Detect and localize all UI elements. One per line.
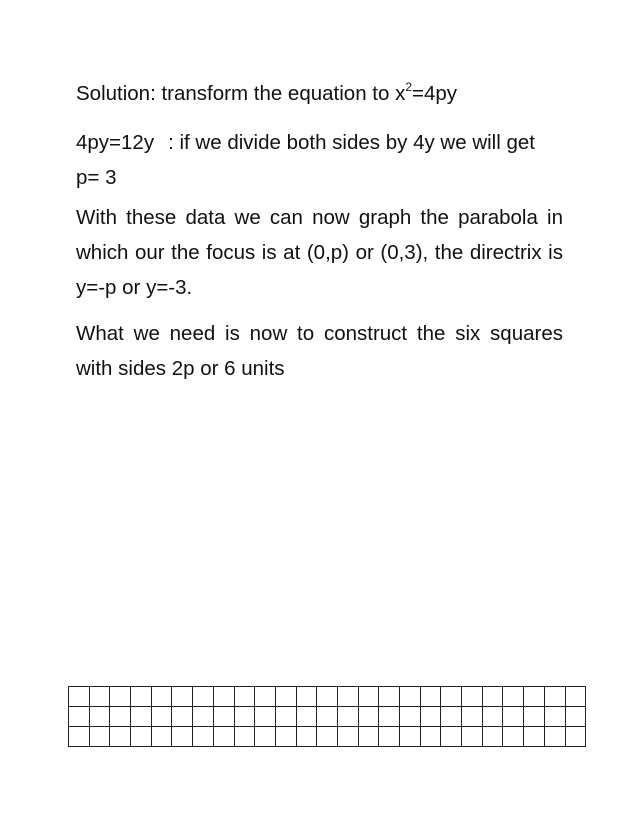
grid-cell (524, 687, 545, 707)
grid-cell (234, 687, 255, 707)
grid-cell (234, 707, 255, 727)
construct-paragraph: What we need is now to construct the six squares with sides 2p or 6 units (76, 322, 563, 380)
grid-cell (69, 707, 90, 727)
grid-cell (131, 687, 152, 707)
grid-cell (193, 707, 214, 727)
solution-line (76, 76, 563, 111)
grid-cell (400, 727, 421, 747)
grid-cell (482, 727, 503, 747)
grid-cell (544, 687, 565, 707)
grid-cell (544, 727, 565, 747)
grid-cell (89, 687, 110, 707)
grid-cell (565, 707, 586, 727)
solution-prefix: Solution: transform the equation to x (76, 82, 406, 105)
grid-cell (358, 687, 379, 707)
grid-cell (193, 727, 214, 747)
grid-cell (503, 707, 524, 727)
grid-cell (151, 687, 172, 707)
grid-cell (255, 687, 276, 707)
grid-cell (296, 707, 317, 727)
grid-cell (358, 707, 379, 727)
graph-paragraph: With these data we can now graph the parabola in which our the focus is at (0,p) or (0,3), the directrix is y=-p or y=-3. (76, 206, 563, 299)
grid-cell (131, 727, 152, 747)
grid-cell (420, 727, 441, 747)
grid-cell (358, 727, 379, 747)
grid-cell (524, 707, 545, 727)
grid-cell (275, 707, 296, 727)
grid-cell (234, 727, 255, 747)
grid-row (69, 727, 586, 747)
grid-cell (89, 707, 110, 727)
grid-cell (420, 687, 441, 707)
grid-cell (441, 707, 462, 727)
solution-exponent: 2 (405, 80, 413, 94)
square-grid (68, 686, 586, 747)
grid-cell (275, 687, 296, 707)
grid-cell (172, 707, 193, 727)
grid-cell (172, 727, 193, 747)
grid-cell (89, 727, 110, 747)
grid-cell (462, 687, 483, 707)
grid-cell (420, 707, 441, 727)
grid-cell (400, 707, 421, 727)
grid-cell (565, 727, 586, 747)
grid-cell (441, 687, 462, 707)
grid-cell (503, 687, 524, 707)
grid-cell (317, 707, 338, 727)
step-paragraph (76, 125, 563, 195)
step-equation: 4py=12y (76, 131, 155, 154)
grid-cell (110, 687, 131, 707)
grid-cell (524, 727, 545, 747)
grid-cell (462, 727, 483, 747)
grid-row (69, 707, 586, 727)
grid-cell (337, 707, 358, 727)
grid-cell (255, 707, 276, 727)
grid-cell (441, 727, 462, 747)
grid-cell (151, 727, 172, 747)
grid-cell (110, 707, 131, 727)
grid-cell (213, 707, 234, 727)
grid-cell (337, 727, 358, 747)
solution-suffix: =4py (412, 82, 458, 105)
grid-cell (379, 727, 400, 747)
grid-cell (317, 727, 338, 747)
grid-cell (482, 707, 503, 727)
grid-cell (400, 687, 421, 707)
grid-cell (193, 687, 214, 707)
step-explanation: : if we divide both sides by 4y we will get p= 3 (76, 131, 535, 189)
grid-cell (213, 727, 234, 747)
grid-cell (296, 727, 317, 747)
grid-cell (482, 687, 503, 707)
grid-cell (503, 727, 524, 747)
grid-cell (379, 707, 400, 727)
grid-cell (172, 687, 193, 707)
grid-cell (565, 687, 586, 707)
grid-cell (131, 707, 152, 727)
grid-cell (255, 727, 276, 747)
grid-cell (317, 687, 338, 707)
grid-cell (544, 707, 565, 727)
grid-cell (337, 687, 358, 707)
grid-cell (296, 687, 317, 707)
grid-cell (379, 687, 400, 707)
grid-cell (69, 727, 90, 747)
grid-cell (110, 727, 131, 747)
grid-cell (462, 707, 483, 727)
grid-cell (69, 687, 90, 707)
grid-cell (275, 727, 296, 747)
grid-row (69, 687, 586, 707)
grid-cell (151, 707, 172, 727)
grid-cell (213, 687, 234, 707)
